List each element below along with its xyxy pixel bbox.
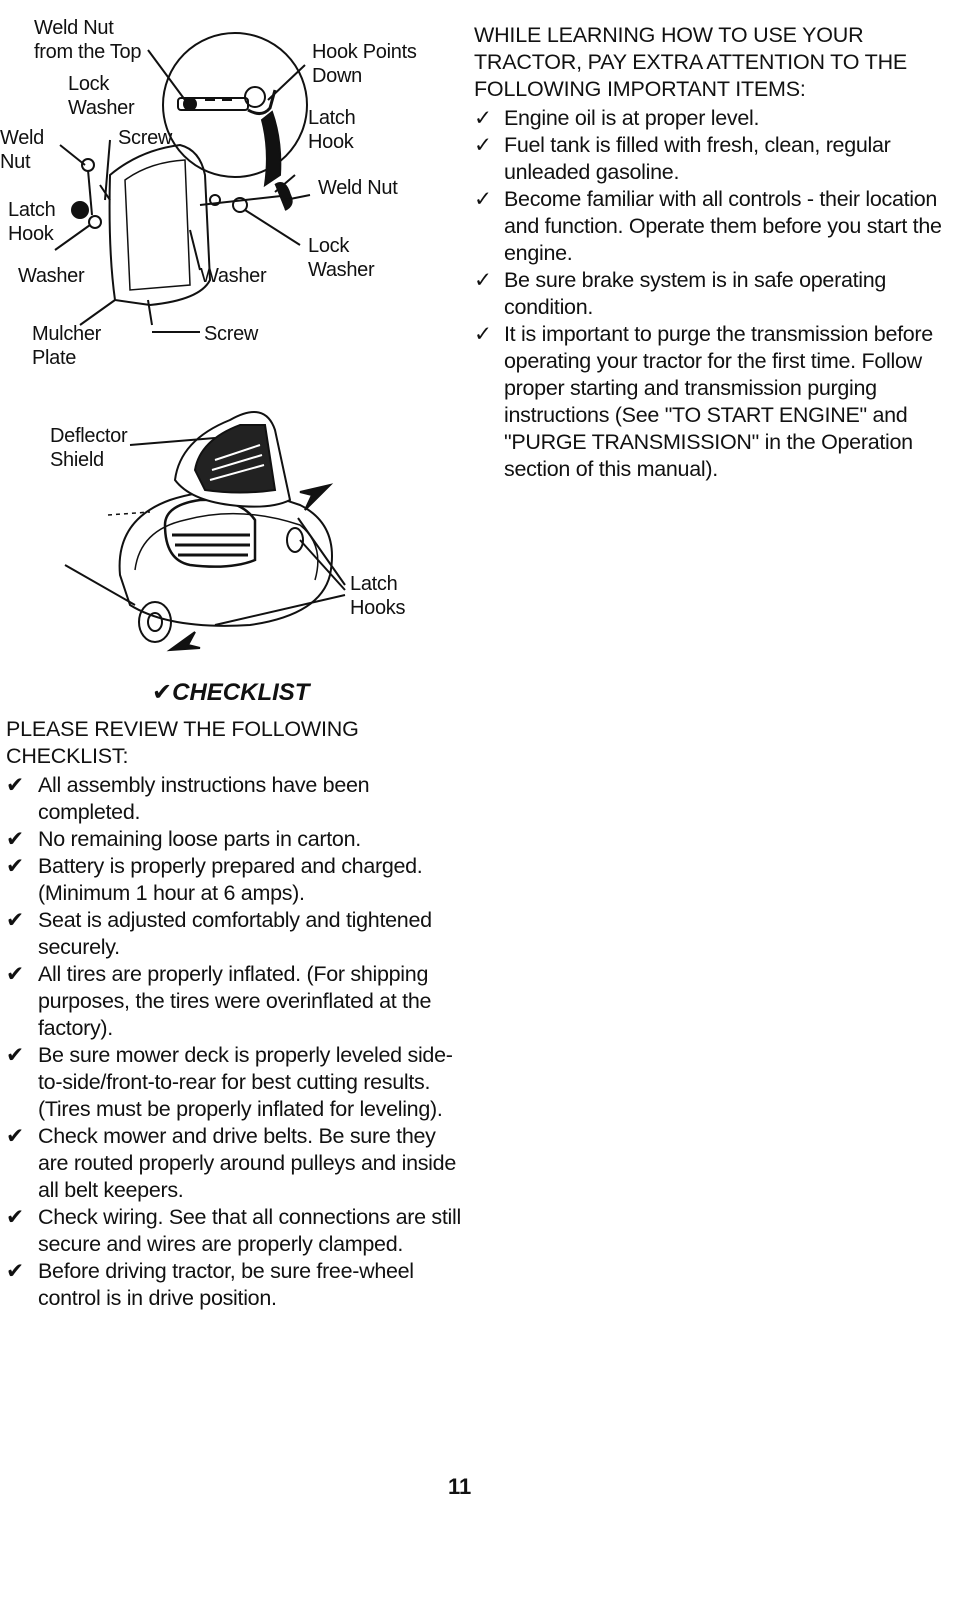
label-screw-top: Screw xyxy=(118,127,173,149)
check-icon: ✔ xyxy=(6,1205,24,1229)
check-icon: ✔ xyxy=(6,1043,24,1067)
checklist-title: ✔CHECKLIST xyxy=(152,679,310,706)
list-item: ✓ Engine oil is at proper level. xyxy=(474,106,760,130)
check-icon: ✓ xyxy=(474,268,492,292)
label-latch-hooks: Latch Hooks xyxy=(350,573,406,619)
check-icon: ✔ xyxy=(6,827,24,851)
label-lock-washer-right: Lock Washer xyxy=(308,235,375,281)
check-icon: ✔ xyxy=(6,1124,24,1148)
check-icon: ✓ xyxy=(474,106,492,130)
check-icon: ✓ xyxy=(474,322,492,346)
list-item: ✔ All tires are properly inflated. (For shipping purposes, the tires were overinflated at the factory). xyxy=(6,962,432,1040)
label-weld-nut-left: Weld Nut xyxy=(0,127,45,173)
list-item: ✔ Check wiring. See that all connections are still secure and wires are properly clamped. xyxy=(6,1205,461,1256)
list-item: ✔ Check mower and drive belts. Be sure they are routed properly around pulleys and inside all belt keepers. xyxy=(6,1124,456,1202)
check-icon: ✔ xyxy=(6,1259,24,1283)
label-latch-hook-left: Latch Hook xyxy=(8,199,56,245)
list-item: ✓ Be sure brake system is in safe operating condition. xyxy=(474,268,887,319)
label-weld-nut-right: Weld Nut xyxy=(318,177,398,199)
checklist-intro: PLEASE REVIEW THE FOLLOWING CHECKLIST: xyxy=(6,717,359,768)
list-item: ✓ It is important to purge the transmission before operating your tractor for the first time. Follow proper starting and transmission purging instructions (See "TO START ENGINE" and "PURGE TRANSMISSION" in the Operation section of this manual). xyxy=(474,322,933,481)
label-latch-hook-right: Latch Hook xyxy=(308,107,356,153)
check-icon: ✔ xyxy=(6,773,24,797)
label-lock-washer-left: Lock Washer xyxy=(68,73,135,119)
list-item: ✔ No remaining loose parts in carton. xyxy=(6,827,361,851)
list-item: ✓ Become familiar with all controls - their location and function. Operate them before you start the engine. xyxy=(474,187,942,265)
learning-intro: WHILE LEARNING HOW TO USE YOUR TRACTOR, PAY EXTRA ATTENTION TO THE FOLLOWING IMPORTANT ITEMS: xyxy=(474,23,908,101)
label-deflector-shield: Deflector Shield xyxy=(50,425,128,471)
learning-list xyxy=(474,105,944,483)
list-item: ✓ Fuel tank is filled with fresh, clean, regular unleaded gasoline. xyxy=(474,133,891,184)
checklist-section xyxy=(6,678,468,1312)
list-item: ✔ Battery is properly prepared and charged. (Minimum 1 hour at 6 amps). xyxy=(6,854,423,905)
list-item: ✔ Be sure mower deck is properly leveled side-to-side/front-to-rear for best cutting results. (Tires must be properly inflated for leveling). xyxy=(6,1043,453,1121)
label-washer-mid: Washer xyxy=(200,265,267,287)
list-item: ✔ All assembly instructions have been completed. xyxy=(6,773,370,824)
page-number: 11 xyxy=(448,1474,472,1499)
check-icon: ✔ xyxy=(6,962,24,986)
checklist-list xyxy=(6,772,468,1312)
label-mulcher-plate: Mulcher Plate xyxy=(32,323,102,369)
learning-section xyxy=(474,22,944,483)
check-icon: ✔ xyxy=(6,908,24,932)
list-item: ✔ Seat is adjusted comfortably and tightened securely. xyxy=(6,908,432,959)
list-item: ✔ Before driving tractor, be sure free-wheel control is in drive position. xyxy=(6,1259,414,1310)
label-weld-nut-top: Weld Nut from the Top xyxy=(34,17,142,63)
label-screw-bottom: Screw xyxy=(204,323,259,345)
check-icon: ✔ xyxy=(6,854,24,878)
label-hook-points-down: Hook Points Down xyxy=(312,41,417,87)
check-icon: ✓ xyxy=(474,133,492,157)
check-icon: ✓ xyxy=(474,187,492,211)
assembly-diagram xyxy=(0,0,470,680)
label-washer-left: Washer xyxy=(18,265,85,287)
